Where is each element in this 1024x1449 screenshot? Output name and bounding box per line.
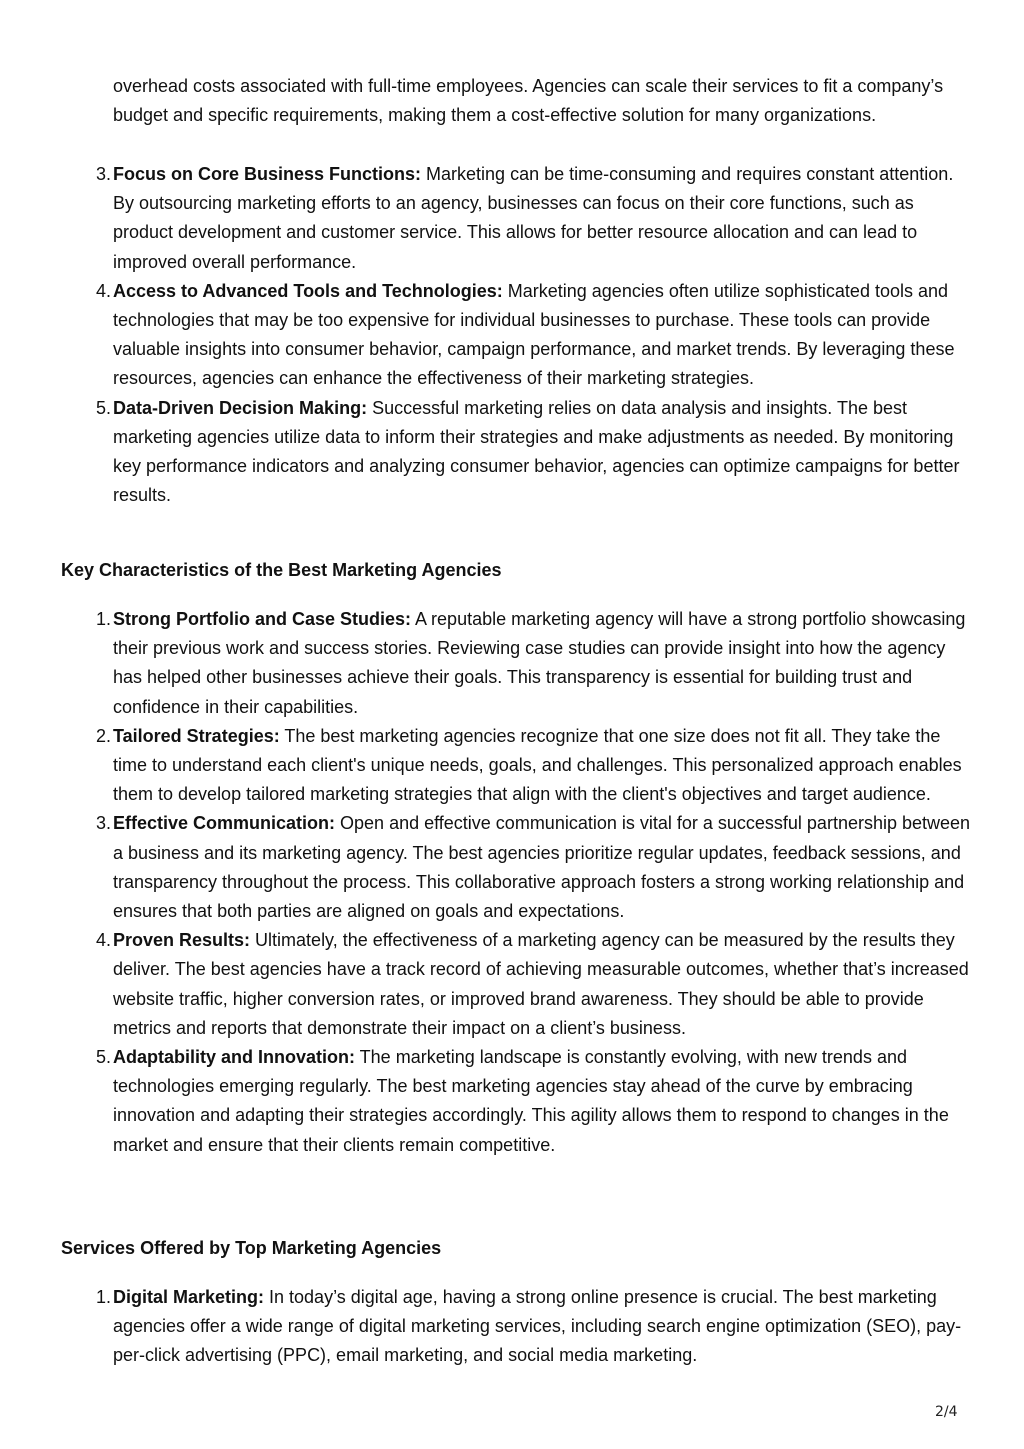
list-term: Proven Results:: [113, 930, 251, 951]
list-item: [95, 1283, 973, 1371]
list-text: Marketing can be time-consuming and requires constant attention. By outsourcing marketing efforts to an agency, businesses can focus on their core functions, such as product development and customer service. This allows for better resource allocation and can lead to improved overall performance.: [113, 164, 954, 272]
list-term: Access to Advanced Tools and Technologies:: [113, 280, 503, 301]
list-number: 5.: [95, 1047, 111, 1068]
list-term: Data-Driven Decision Making:: [113, 397, 368, 418]
list-item: [95, 160, 973, 277]
list-text: Open and effective communication is vital for a successful partnership between a business and its marketing agency. The best agencies prioritize regular updates, feedback sessions, and transparency throughout the process. This collaborative approach fosters a strong working relationship and ensures that both parties are aligned on goals and expectations.: [113, 813, 971, 922]
list-term: Focus on Core Business Functions:: [113, 164, 422, 184]
list-number: 4.: [95, 930, 111, 951]
list-item: [95, 809, 973, 926]
list-item: [95, 926, 973, 1043]
list-text: Successful marketing relies on data analysis and insights. The best marketing agencies utilize data to inform their strategies and make adjustments as needed. By monitoring key performance indicators and analyzing consumer behavior, agencies can optimize campaigns for better results.: [113, 397, 960, 506]
list-item: [95, 1043, 973, 1160]
list-term: Tailored Strategies:: [113, 725, 280, 746]
characteristics-list: [95, 605, 973, 1160]
intro-continuation: overhead costs associated with full-time employees. Agencies can scale their services to fit a company’s budget and specific requirements, making them a cost-effective solution for many organizations.: [113, 76, 944, 126]
list-number: 1.: [95, 609, 111, 629]
list-number: 3.: [95, 813, 111, 834]
list-number: 4.: [95, 280, 111, 301]
list-text: In today’s digital age, having a strong online presence is crucial. The best marketing agencies offer a wide range of digital marketing services, including search engine optimization (SEO), pay-per-click advertising (PPC), email marketing, and social media marketing.: [113, 1287, 962, 1366]
list-text: Marketing agencies often utilize sophisticated tools and technologies that may be too expensive for individual businesses to purchase. These tools can provide valuable insights into consumer behavior, campaign performance, and market trends. By leveraging these resources, agencies can enhance the effectiveness of their marketing strategies.: [113, 280, 955, 389]
list-number: 5.: [95, 397, 111, 418]
list-item: [95, 722, 973, 810]
list-item: [95, 277, 973, 394]
list-item: [95, 394, 973, 511]
list-term: Digital Marketing:: [113, 1287, 265, 1307]
page-number: 2/4: [935, 1404, 958, 1420]
list-term: Strong Portfolio and Case Studies:: [113, 609, 412, 629]
benefits-list: [95, 160, 973, 510]
section-heading-characteristics: Key Characteristics of the Best Marketing Agencies: [61, 560, 502, 580]
services-list: [95, 1283, 973, 1371]
list-term: Effective Communication:: [113, 813, 336, 834]
list-number: 1.: [95, 1287, 111, 1307]
section-heading-services: Services Offered by Top Marketing Agencies: [61, 1238, 442, 1258]
list-term: Adaptability and Innovation:: [113, 1047, 355, 1068]
list-text: The marketing landscape is constantly evolving, with new trends and technologies emerging regularly. The best marketing agencies stay ahead of the curve by embracing innovation and adapting their strategies accordingly. This agility allows them to respond to changes in the market and ensure that their clients remain competitive.: [113, 1047, 949, 1155]
list-item: [95, 605, 973, 722]
list-number: 3.: [95, 164, 111, 184]
list-text: Ultimately, the effectiveness of a marketing agency can be measured by the results they deliver. The best agencies have a track record of achieving measurable outcomes, whether that’s increased website traffic, higher conversion rates, or improved brand awareness. They should be able to provide metrics and reports that demonstrate their impact on a client’s business.: [113, 930, 969, 1038]
list-text: A reputable marketing agency will have a strong portfolio showcasing their previous work and success stories. Reviewing case studies can provide insight into how the agency has helped other businesses achieve their goals. This transparency is essential for building trust and confidence in their capabilities.: [113, 609, 966, 717]
list-number: 2.: [95, 725, 111, 746]
list-text: The best marketing agencies recognize that one size does not fit all. They take the time to understand each client's unique needs, goals, and challenges. This personalized approach enables them to develop tailored marketing strategies that align with the client's objectives and target audience.: [113, 725, 962, 805]
